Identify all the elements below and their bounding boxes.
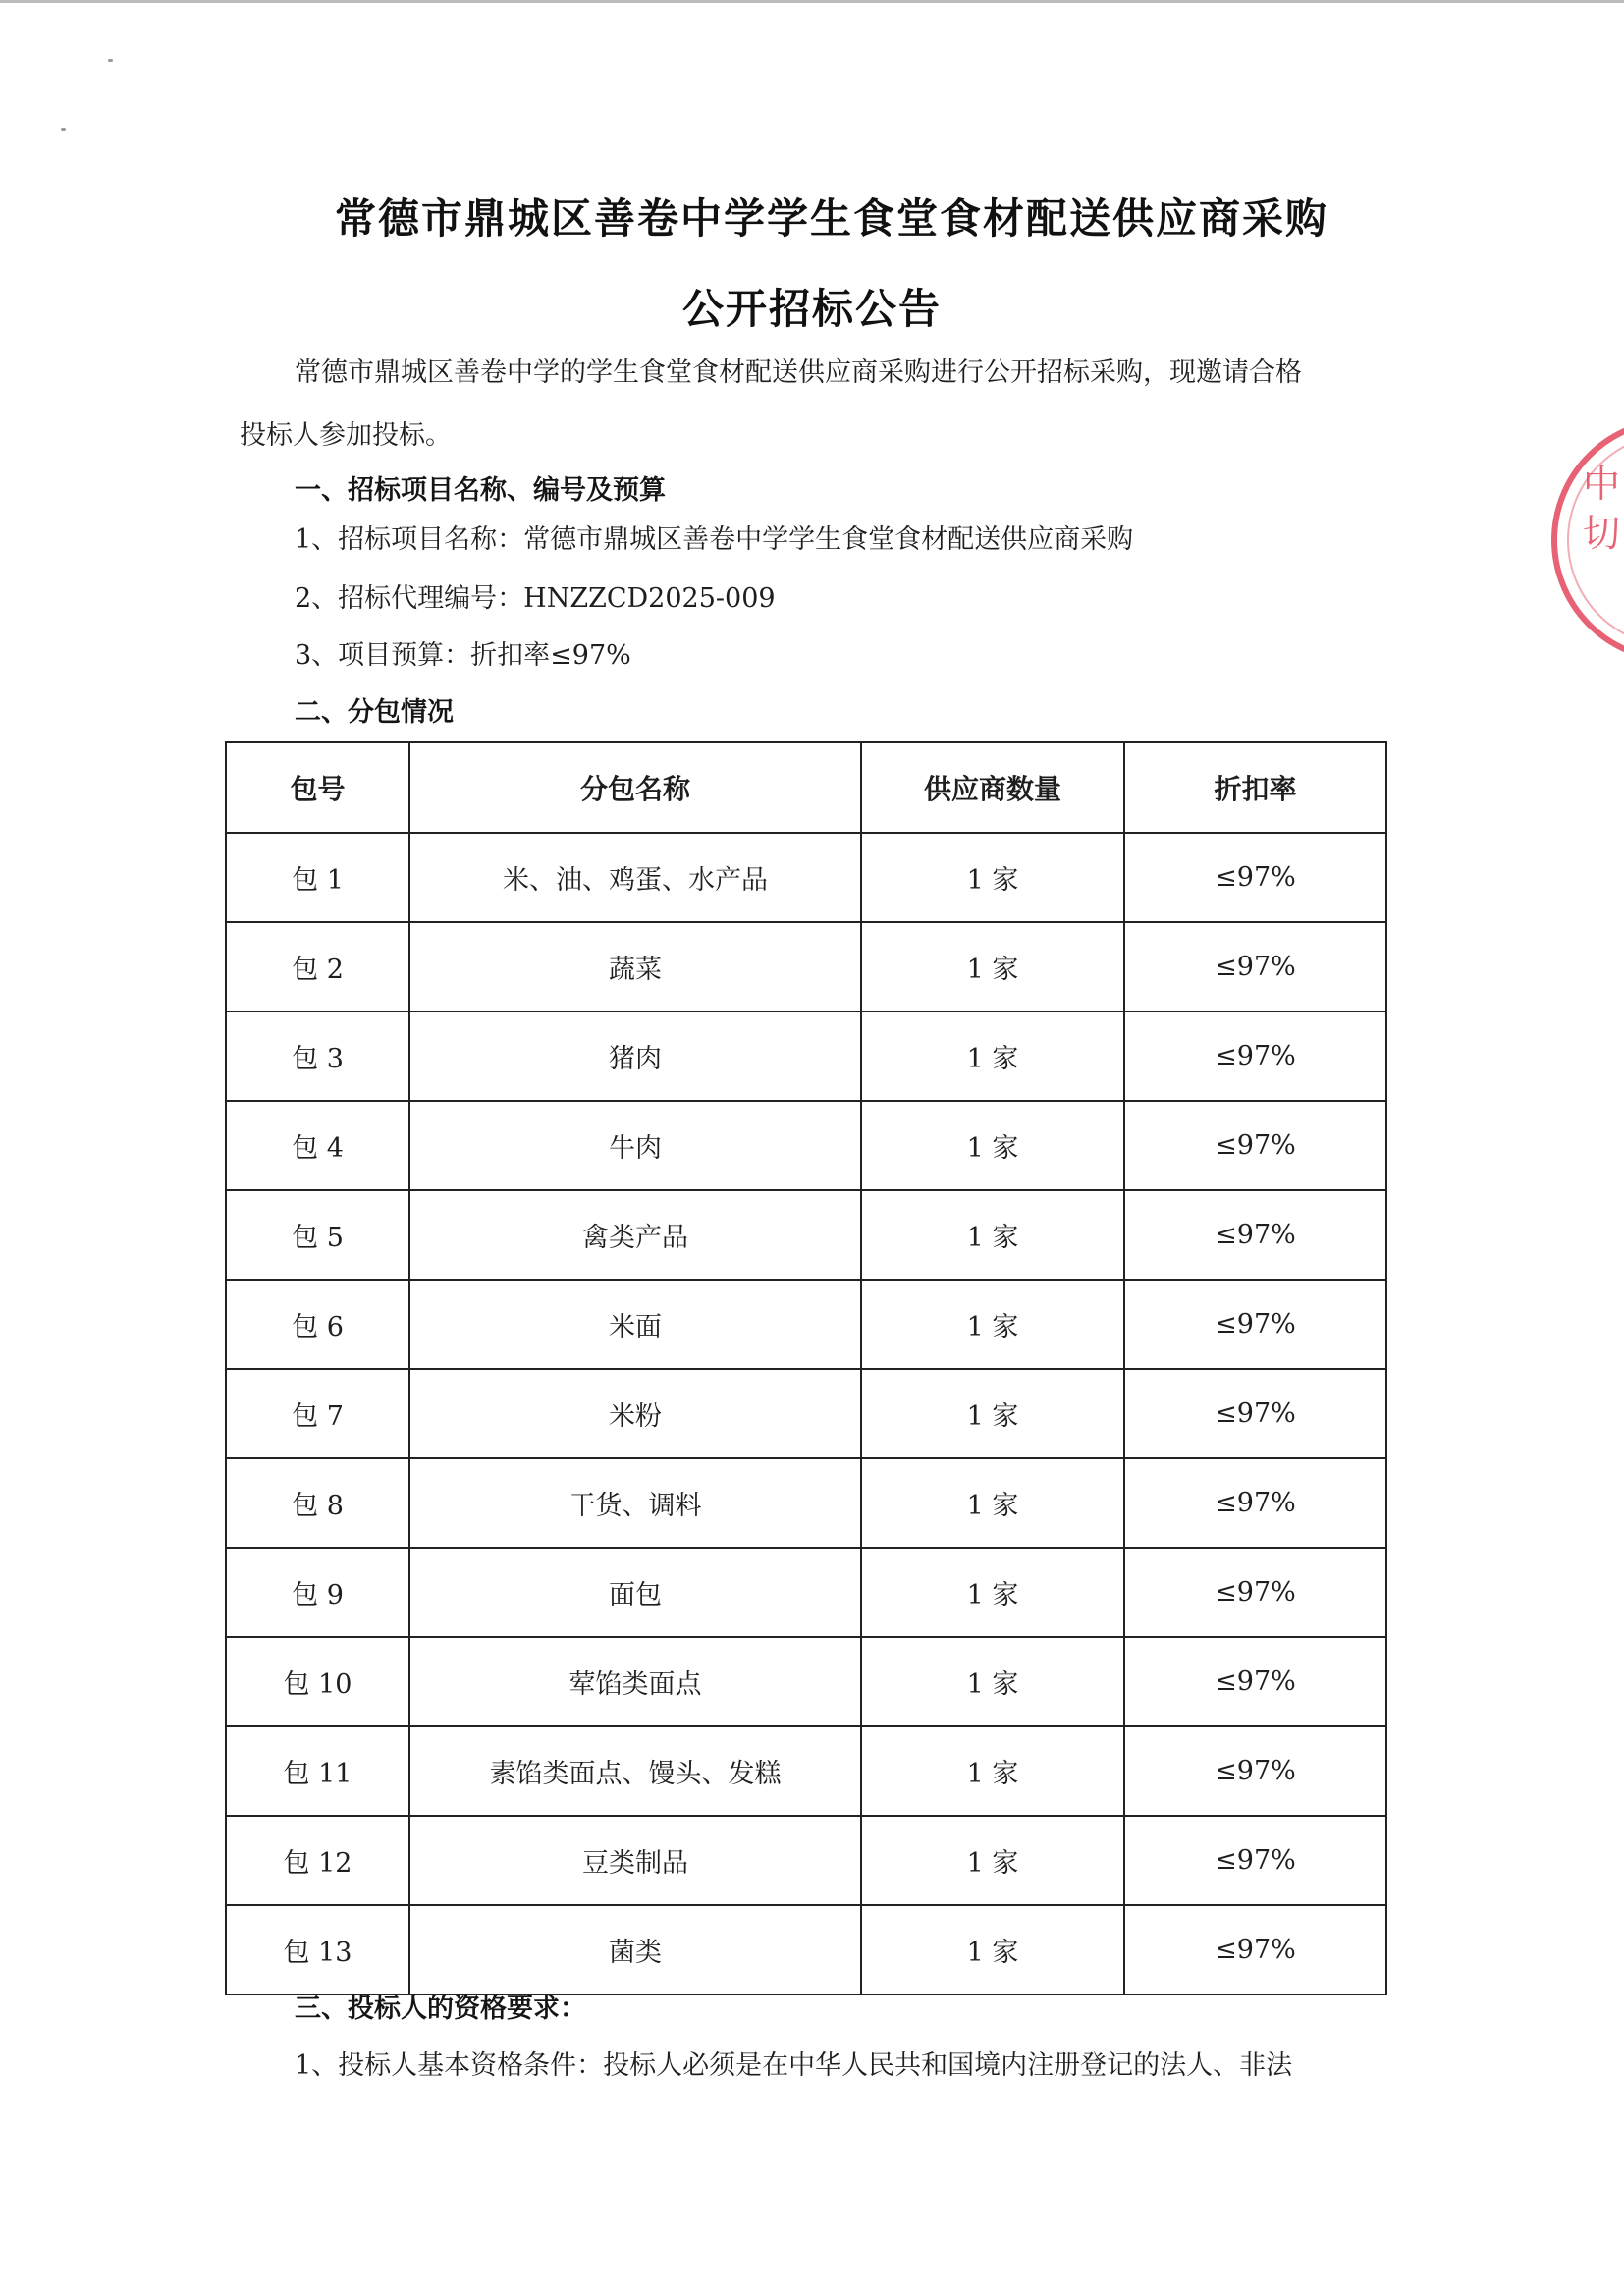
cell-lot-name: 荤馅类面点 (409, 1637, 861, 1726)
table-row (226, 1101, 1386, 1190)
cell-supplier-count: 1 家 (861, 1101, 1124, 1190)
cell-supplier-count: 1 家 (861, 1726, 1124, 1816)
header-lot-name: 分包名称 (409, 742, 861, 833)
cell-lot-number: 包 5 (226, 1190, 409, 1280)
cell-discount-rate: ≤97% (1124, 1637, 1386, 1726)
cell-lot-name: 素馅类面点、馒头、发糕 (409, 1726, 861, 1816)
table-row (226, 1816, 1386, 1905)
table-row (226, 1011, 1386, 1101)
cell-supplier-count: 1 家 (861, 1816, 1124, 1905)
cell-discount-rate: ≤97% (1124, 1369, 1386, 1458)
header-supplier-count: 供应商数量 (861, 742, 1124, 833)
cell-discount-rate: ≤97% (1124, 1101, 1386, 1190)
intro-paragraph-line-1: 常德市鼎城区善卷中学的学生食堂食材配送供应商采购进行公开招标采购，现邀请合格 (295, 357, 1302, 388)
cell-discount-rate: ≤97% (1124, 1905, 1386, 1995)
table-row (226, 1280, 1386, 1369)
cell-lot-number: 包 11 (226, 1726, 409, 1816)
table-row (226, 1190, 1386, 1280)
header-discount-rate: 折扣率 (1124, 742, 1386, 833)
official-seal-text: 中切 (1583, 463, 1621, 555)
intro-paragraph-line-2: 投标人参加投标。 (240, 420, 452, 451)
table-row (226, 1548, 1386, 1637)
cell-discount-rate: ≤97% (1124, 1190, 1386, 1280)
cell-lot-number: 包 4 (226, 1101, 409, 1190)
document-subtitle: 公开招标公告 (681, 285, 942, 333)
cell-supplier-count: 1 家 (861, 1280, 1124, 1369)
cell-supplier-count: 1 家 (861, 1011, 1124, 1101)
cell-supplier-count: 1 家 (861, 833, 1124, 922)
cell-lot-number: 包 8 (226, 1458, 409, 1548)
cell-lot-number: 包 7 (226, 1369, 409, 1458)
cell-lot-number: 包 12 (226, 1816, 409, 1905)
cell-supplier-count: 1 家 (861, 922, 1124, 1011)
scan-speck (61, 128, 66, 131)
header-lot-number: 包号 (226, 742, 409, 833)
cell-lot-number: 包 10 (226, 1637, 409, 1726)
section-1-heading: 一、招标项目名称、编号及预算 (295, 475, 666, 506)
cell-lot-name: 面包 (409, 1548, 861, 1637)
cell-supplier-count: 1 家 (861, 1458, 1124, 1548)
project-name-item: 1、招标项目名称：常德市鼎城区善卷中学学生食堂食材配送供应商采购 (295, 524, 1134, 555)
agency-number-item: 2、招标代理编号：HNZZCD2025-009 (295, 583, 776, 614)
cell-lot-name: 蔬菜 (409, 922, 861, 1011)
cell-lot-name: 米、油、鸡蛋、水产品 (409, 833, 861, 922)
table-row (226, 1458, 1386, 1548)
table-row (226, 1905, 1386, 1995)
cell-discount-rate: ≤97% (1124, 1726, 1386, 1816)
cell-discount-rate: ≤97% (1124, 1458, 1386, 1548)
cell-lot-number: 包 2 (226, 922, 409, 1011)
document-title: 常德市鼎城区善卷中学学生食堂食材配送供应商采购 (334, 194, 1328, 243)
section-2-heading: 二、分包情况 (295, 697, 454, 728)
cell-lot-name: 菌类 (409, 1905, 861, 1995)
qualification-item-1: 1、投标人基本资格条件：投标人必须是在中华人民共和国境内注册登记的法人、非法 (295, 2050, 1293, 2081)
cell-supplier-count: 1 家 (861, 1637, 1124, 1726)
budget-item: 3、项目预算：折扣率≤97% (295, 640, 631, 671)
cell-lot-name: 干货、调料 (409, 1458, 861, 1548)
cell-lot-name: 米面 (409, 1280, 861, 1369)
cell-lot-name: 禽类产品 (409, 1190, 861, 1280)
cell-discount-rate: ≤97% (1124, 1011, 1386, 1101)
cell-lot-name: 豆类制品 (409, 1816, 861, 1905)
cell-supplier-count: 1 家 (861, 1548, 1124, 1637)
table-row (226, 1726, 1386, 1816)
section-3-heading: 三、投标人的资格要求： (295, 1994, 586, 2024)
cell-discount-rate: ≤97% (1124, 833, 1386, 922)
cell-lot-number: 包 13 (226, 1905, 409, 1995)
cell-lot-name: 猪肉 (409, 1011, 861, 1101)
table-row (226, 1637, 1386, 1726)
cell-discount-rate: ≤97% (1124, 1548, 1386, 1637)
top-edge-rule (0, 0, 1624, 3)
cell-supplier-count: 1 家 (861, 1369, 1124, 1458)
cell-lot-number: 包 1 (226, 833, 409, 922)
table-row (226, 833, 1386, 922)
cell-lot-number: 包 3 (226, 1011, 409, 1101)
table-row (226, 922, 1386, 1011)
cell-lot-name: 牛肉 (409, 1101, 861, 1190)
cell-lot-number: 包 9 (226, 1548, 409, 1637)
table-header-row (226, 742, 1386, 833)
table-row (226, 1369, 1386, 1458)
cell-discount-rate: ≤97% (1124, 922, 1386, 1011)
lots-table (225, 741, 1387, 1995)
scan-speck (108, 59, 113, 62)
cell-supplier-count: 1 家 (861, 1905, 1124, 1995)
cell-discount-rate: ≤97% (1124, 1816, 1386, 1905)
cell-discount-rate: ≤97% (1124, 1280, 1386, 1369)
cell-lot-name: 米粉 (409, 1369, 861, 1458)
cell-lot-number: 包 6 (226, 1280, 409, 1369)
cell-supplier-count: 1 家 (861, 1190, 1124, 1280)
